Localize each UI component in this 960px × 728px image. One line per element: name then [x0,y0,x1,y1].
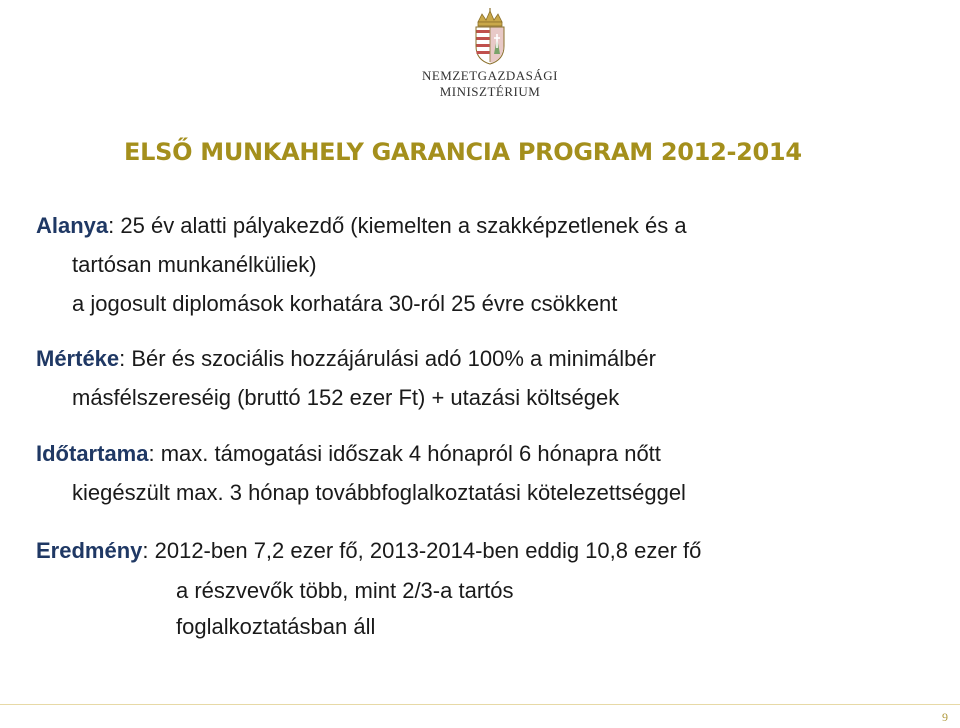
alanya-label: Alanya [36,213,109,238]
idotartama-text-2: kiegészült max. 3 hónap továbbfoglalkoztatási kötelezettséggel [72,480,686,505]
logo-line-1: NEMZETGAZDASÁGI [421,68,559,83]
alanya-text-2: tartósan munkanélküliek) [72,252,317,277]
idotartama-label: Időtartama [36,441,149,466]
eredmeny-label: Eredmény [36,538,143,563]
hungarian-coat-of-arms-icon [464,8,516,66]
eredmeny-text-2: a részvevők több, mint 2/3-a tartós [176,578,514,603]
footer-divider [0,704,960,705]
eredmeny-text-3: foglalkoztatásban áll [176,614,376,639]
ministry-logo [400,8,580,98]
idotartama-line-1 [36,441,661,467]
alanya-text-1: : 25 év alatti pályakezdő (kiemelten a szakképzetlenek és a [108,213,687,238]
page-number: 9 [942,710,948,724]
merteke-text-2: másfélszereséig (bruttó 152 ezer Ft) + utazási költségek [72,385,620,410]
idotartama-text-1: : max. támogatási időszak 4 hónapról 6 hónapra nőtt [148,441,661,466]
eredmeny-text-1: : 2012-ben 7,2 ezer fő, 2013-2014-ben eddig 10,8 ezer fő [142,538,702,563]
logo-line-2: MINISZTÉRIUM [439,84,541,99]
alanya-text-3: a jogosult diplomások korhatára 30-ról 25 évre csökkent [72,291,618,316]
page-title: ELSŐ MUNKAHELY GARANCIA PROGRAM 2012-2014 [124,138,802,166]
alanya-line-1 [36,213,687,239]
merteke-text-1: : Bér és szociális hozzájárulási adó 100% a minimálbér [119,346,656,371]
merteke-label: Mértéke [36,346,120,371]
merteke-line-1 [36,346,656,372]
eredmeny-line-1 [36,538,701,564]
